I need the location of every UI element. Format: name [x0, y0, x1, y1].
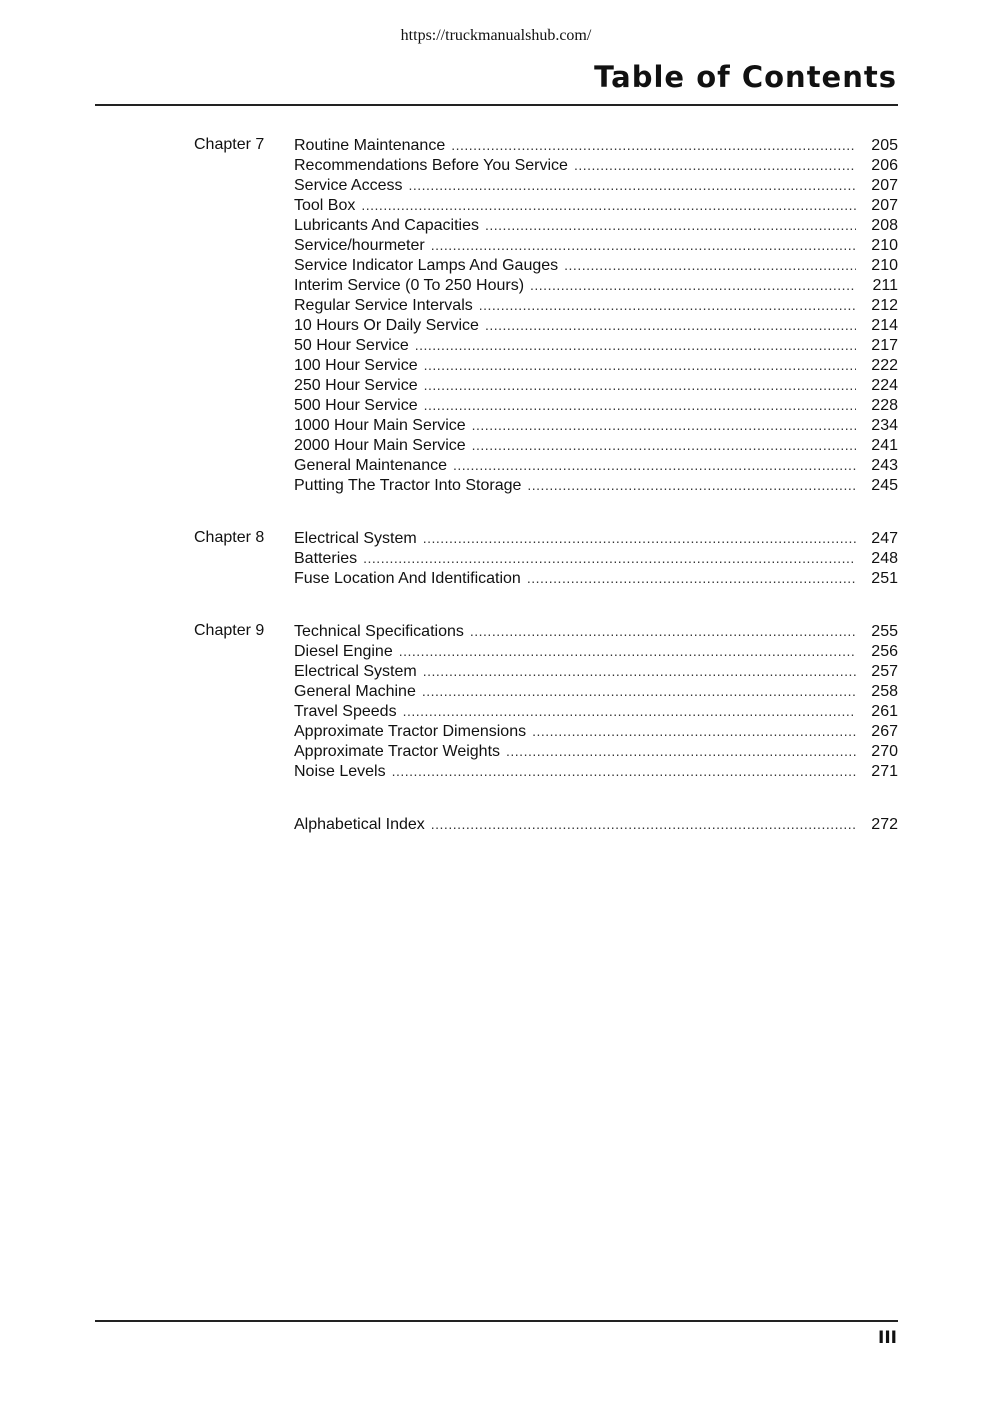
- chapter-8-section: [0, 528, 992, 588]
- entry-page: 257: [871, 663, 898, 680]
- entry-title: Batteries: [294, 550, 358, 567]
- toc-entry[interactable]: [294, 395, 898, 415]
- entry-page: 212: [871, 297, 898, 314]
- dot-leader: [479, 295, 856, 315]
- toc-entry[interactable]: [294, 701, 898, 721]
- entry-title: Fuse Location And Identification: [294, 570, 521, 587]
- entry-title: Approximate Tractor Dimensions: [294, 723, 527, 740]
- chapter-entries: [0, 621, 992, 781]
- dot-leader: [527, 568, 856, 588]
- page-number: III: [878, 1328, 897, 1348]
- dot-leader: [403, 701, 856, 721]
- entry-page: 214: [871, 317, 898, 334]
- dot-leader: [527, 475, 856, 495]
- dot-leader: [424, 395, 856, 415]
- toc-entry[interactable]: [294, 375, 898, 395]
- dot-leader: [431, 814, 856, 834]
- entry-page: 267: [871, 723, 898, 740]
- entry-page: 272: [871, 816, 898, 833]
- entry-title: 1000 Hour Main Service: [294, 417, 466, 434]
- entry-page: 208: [871, 217, 898, 234]
- toc-entry[interactable]: [294, 135, 898, 155]
- toc-entry[interactable]: [294, 155, 898, 175]
- entry-title: 10 Hours Or Daily Service: [294, 317, 479, 334]
- entry-page: 248: [871, 550, 898, 567]
- entry-page: 256: [871, 643, 898, 660]
- dot-leader: [422, 681, 856, 701]
- source-url[interactable]: https://truckmanualshub.com/: [400, 27, 592, 44]
- entry-page: 210: [871, 237, 898, 254]
- toc-entry[interactable]: [294, 415, 898, 435]
- chapter-label: Chapter 8: [194, 529, 265, 546]
- entry-page: 207: [871, 197, 898, 214]
- footer-rule: [95, 1320, 898, 1322]
- toc-entry[interactable]: [294, 761, 898, 781]
- entry-title: Interim Service (0 To 250 Hours): [294, 277, 525, 294]
- dot-leader: [485, 315, 856, 335]
- entry-page: 255: [871, 623, 898, 640]
- dot-leader: [472, 415, 856, 435]
- chapter-label: Chapter 7: [194, 136, 265, 153]
- dot-leader: [431, 235, 856, 255]
- chapter-entries: [0, 135, 992, 495]
- entry-title: Alphabetical Index: [294, 816, 425, 833]
- entry-page: 224: [871, 377, 898, 394]
- toc-entry[interactable]: [294, 641, 898, 661]
- entry-title: Lubricants And Capacities: [294, 217, 479, 234]
- entry-title: General Maintenance: [294, 457, 447, 474]
- header-rule: [95, 104, 898, 106]
- entry-title: Diesel Engine: [294, 643, 393, 660]
- entry-title: 2000 Hour Main Service: [294, 437, 466, 454]
- chapter-7-section: [0, 135, 992, 495]
- toc-entry[interactable]: [294, 681, 898, 701]
- dot-leader: [423, 528, 856, 548]
- dot-leader: [564, 255, 856, 275]
- entry-title: 100 Hour Service: [294, 357, 418, 374]
- entry-page: 228: [871, 397, 898, 414]
- entry-title: Noise Levels: [294, 763, 386, 780]
- toc-entry[interactable]: [294, 741, 898, 761]
- entry-page: 251: [871, 570, 898, 587]
- index-entries: [0, 814, 992, 834]
- toc-entry[interactable]: [294, 721, 898, 741]
- toc-entry[interactable]: [294, 315, 898, 335]
- entry-page: 205: [871, 137, 898, 154]
- entry-title: Service Access: [294, 177, 403, 194]
- entry-title: Approximate Tractor Weights: [294, 743, 501, 760]
- entry-page: 211: [872, 277, 898, 294]
- entry-page: 234: [871, 417, 898, 434]
- toc-entry[interactable]: [294, 275, 898, 295]
- chapter-9-section: [0, 621, 992, 781]
- entry-page: 210: [871, 257, 898, 274]
- entry-title: 250 Hour Service: [294, 377, 418, 394]
- toc-entry[interactable]: [294, 661, 898, 681]
- entry-page: 222: [871, 357, 898, 374]
- toc-entry[interactable]: [294, 455, 898, 475]
- dot-leader: [423, 661, 856, 681]
- toc-entry[interactable]: [294, 355, 898, 375]
- index-section: [0, 814, 992, 834]
- entry-title: Putting The Tractor Into Storage: [294, 477, 522, 494]
- entry-page: 241: [871, 437, 898, 454]
- toc-entry[interactable]: [294, 568, 898, 588]
- toc-entry[interactable]: [294, 335, 898, 355]
- toc-entry[interactable]: [294, 814, 898, 834]
- entry-title: Electrical System: [294, 663, 417, 680]
- toc-entry[interactable]: [294, 255, 898, 275]
- dot-leader: [574, 155, 856, 175]
- table-of-contents: [0, 135, 992, 867]
- entry-page: 271: [871, 763, 898, 780]
- chapter-label: Chapter 9: [194, 622, 265, 639]
- entry-title: Travel Speeds: [294, 703, 397, 720]
- entry-page: 261: [871, 703, 898, 720]
- entry-title: 50 Hour Service: [294, 337, 409, 354]
- entry-page: 217: [871, 337, 898, 354]
- dot-leader: [415, 335, 856, 355]
- toc-entry[interactable]: [294, 175, 898, 195]
- entry-title: Recommendations Before You Service: [294, 157, 568, 174]
- dot-leader: [532, 721, 856, 741]
- toc-entry[interactable]: [294, 435, 898, 455]
- toc-entry[interactable]: [294, 548, 898, 568]
- entry-page: 258: [871, 683, 898, 700]
- toc-entry[interactable]: [294, 235, 898, 255]
- dot-leader: [470, 621, 856, 641]
- toc-entry[interactable]: [294, 528, 898, 548]
- entry-title: Regular Service Intervals: [294, 297, 473, 314]
- dot-leader: [453, 455, 856, 475]
- entry-title: Routine Maintenance: [294, 137, 446, 154]
- entry-page: 247: [871, 530, 898, 547]
- toc-entry[interactable]: [294, 195, 898, 215]
- entry-title: Electrical System: [294, 530, 417, 547]
- dot-leader: [424, 355, 856, 375]
- dot-leader: [530, 275, 856, 295]
- dot-leader: [451, 135, 856, 155]
- dot-leader: [506, 741, 856, 761]
- dot-leader: [424, 375, 856, 395]
- entry-page: 245: [871, 477, 898, 494]
- entry-page: 270: [871, 743, 898, 760]
- dot-leader: [399, 641, 856, 661]
- toc-entry[interactable]: [294, 215, 898, 235]
- entry-page: 243: [871, 457, 898, 474]
- dot-leader: [361, 195, 856, 215]
- chapter-entries: [0, 528, 992, 588]
- dot-leader: [485, 215, 856, 235]
- entry-title: Tool Box: [294, 197, 356, 214]
- entry-title: General Machine: [294, 683, 416, 700]
- page-title: Table of Contents: [594, 60, 897, 94]
- dot-leader: [392, 761, 856, 781]
- entry-title: Service Indicator Lamps And Gauges: [294, 257, 559, 274]
- entry-page: 207: [871, 177, 898, 194]
- toc-entry[interactable]: [294, 475, 898, 495]
- dot-leader: [408, 175, 856, 195]
- entry-title: Service/hourmeter: [294, 237, 425, 254]
- entry-title: Technical Specifications: [294, 623, 464, 640]
- toc-entry[interactable]: [294, 295, 898, 315]
- toc-entry[interactable]: [294, 621, 898, 641]
- entry-title: 500 Hour Service: [294, 397, 418, 414]
- entry-page: 206: [871, 157, 898, 174]
- dot-leader: [363, 548, 856, 568]
- dot-leader: [472, 435, 856, 455]
